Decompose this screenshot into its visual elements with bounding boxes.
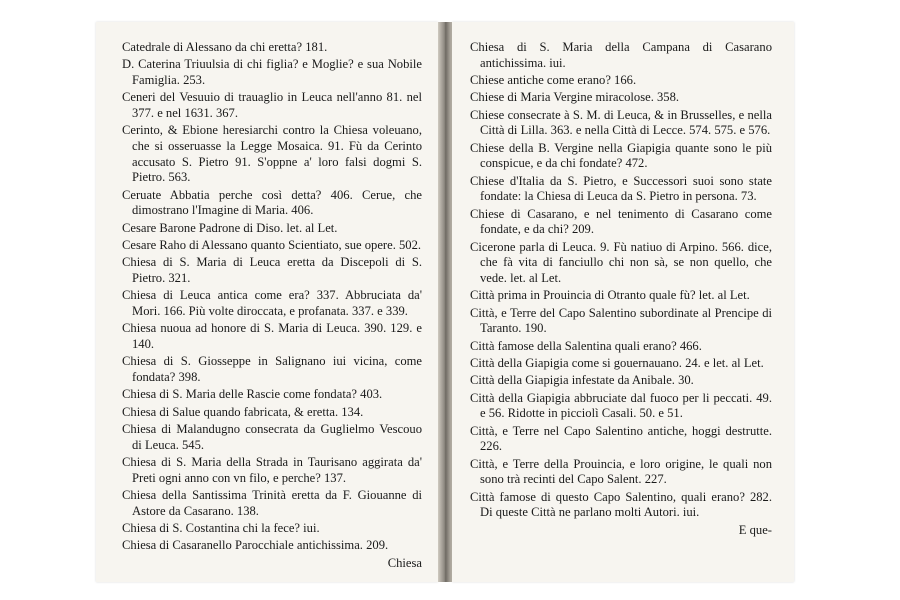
index-entry: Città della Giapigia infestate da Anibale. 30. <box>470 373 694 388</box>
index-entry: Chiese della B. Vergine nella Giapigia quante sono le più conspicue, e da chi fondate? 472. <box>470 140 772 171</box>
index-entry: Città della Giapigia come si gouernauano. 24. e let. al Let. <box>470 356 764 371</box>
index-entry: Città famose della Salentina quali erano? 466. <box>470 338 702 353</box>
index-entry: Chiese di Casarano, e nel tenimento di Casarano come fondate, e da chi? 209. <box>470 206 772 237</box>
index-entry: Città, e Terre della Prouincia, e loro origine, le quali non sono trà recinti del Capo Salent. 227. <box>470 456 772 487</box>
index-entry: Chiesa di S. Costantina chi la fece? iui. <box>122 520 320 535</box>
index-entry: Chiesa di Malandugno consecrata da Guglielmo Vescouo di Leuca. 545. <box>122 422 422 452</box>
index-entry: Chiesa di S. Maria della Campana di Casarano antichissima. iui. <box>470 40 772 70</box>
index-entry: Città della Giapigia abbruciate dal fuoco per li peccati. 49. e 56. Ridotte in picciolì Casali. 50. e 51. <box>470 390 772 421</box>
index-entry: Chiesa di S. Giosseppe in Salignano iui vicina, come fondata? 398. <box>122 354 422 384</box>
index-entry: Ceneri del Vesuuio di trauaglio in Leuca nell'anno 81. nel 377. e nel 1631. 367. <box>122 90 422 120</box>
right-index-column <box>470 40 772 538</box>
index-entry: Chiesa di S. Maria di Leuca eretta da Discepoli di S. Pietro. 321. <box>122 255 422 285</box>
index-entry: Cerinto, & Ebione heresiarchi contro la Chiesa voleuano, che si osseruasse la Legge Mosaica. 91. Fù da Cerinto accusato S. Pietro 91. S'oppne a' loro falsi dogmi S. Pietro. 563. <box>122 123 422 185</box>
index-entry: Catedrale di Alessano da chi eretta? 181. <box>122 40 328 54</box>
index-entry: Cesare Barone Padrone di Diso. let. al Let. <box>122 220 338 235</box>
index-entry: Città, e Terre del Capo Salentino subordinate al Prencipe di Taranto. 190. <box>470 305 772 336</box>
index-entry: Cicerone parla di Leuca. 9. Fù natiuo di Arpino. 566. dice, che fà vita di fanciullo chi non sà, se non quello, che vede. let. al Let. <box>470 239 772 285</box>
index-entry: Cesare Raho di Alessano quanto Scientiato, sue opere. 502. <box>122 237 422 252</box>
index-entry: Chiese di Maria Vergine miracolose. 358. <box>470 90 680 105</box>
catchword: Chiesa <box>387 555 422 570</box>
index-entry: Chiese antiche come erano? 166. <box>470 72 637 87</box>
left-page <box>96 22 438 582</box>
index-entry: Ceruate Abbatia perche così detta? 406. Cerue, che dimostrano l'Imagine di Maria. 406. <box>122 187 422 218</box>
index-entry: Chiese d'Italia da S. Pietro, e Successori suoi sono state fondate: la Chiesa di Leuca da S. Pietro in persona. 73. <box>470 173 772 204</box>
left-index-column <box>122 40 422 571</box>
index-entry: Chiesa nuoua ad honore di S. Maria di Leuca. 390. 129. e 140. <box>122 321 422 351</box>
index-entry: Chiesa di S. Maria della Strada in Taurisano aggirata da' Preti ogni anno con vn filo, e perche? 137. <box>122 455 422 485</box>
index-entry: Chiesa di Salue quando fabricata, & eretta. 134. <box>122 404 364 419</box>
index-entry: Chiesa di Leuca antica come era? 337. Abbruciata da' Mori. 166. Più volte diroccata, e profanata. 337. e 339. <box>122 288 422 318</box>
index-entry: Città, e Terre nel Capo Salentino antiche, hoggi destrutte. 226. <box>470 423 772 454</box>
index-entry: Chiesa di Casaranello Parocchiale antichissima. 209. <box>122 538 389 553</box>
index-entry: D. Caterina Triuulsia di chi figlia? e Moglie? e sua Nobile Famiglia. 253. <box>122 57 422 87</box>
index-entry: Chiese consecrate à S. M. di Leuca, & in Brusselles, e nella Città di Lilla. 363. e nella Città di Lecce. 574. 575. e 576. <box>470 107 772 138</box>
index-entry: Città prima in Prouincia di Otranto quale fù? let. al Let. <box>470 288 750 303</box>
index-entry: Chiesa di S. Maria delle Rascie come fondata? 403. <box>122 387 383 402</box>
catchword: E que- <box>738 522 772 537</box>
book-gutter <box>438 22 452 582</box>
right-page <box>452 22 794 582</box>
index-entry: Città famose di questo Capo Salentino, quali erano? 282. Di queste Città ne parlano molti Autori. iui. <box>470 489 772 520</box>
index-entry: Chiesa della Santissima Trinità eretta da F. Giouanne di Astore da Casarano. 138. <box>122 487 422 518</box>
